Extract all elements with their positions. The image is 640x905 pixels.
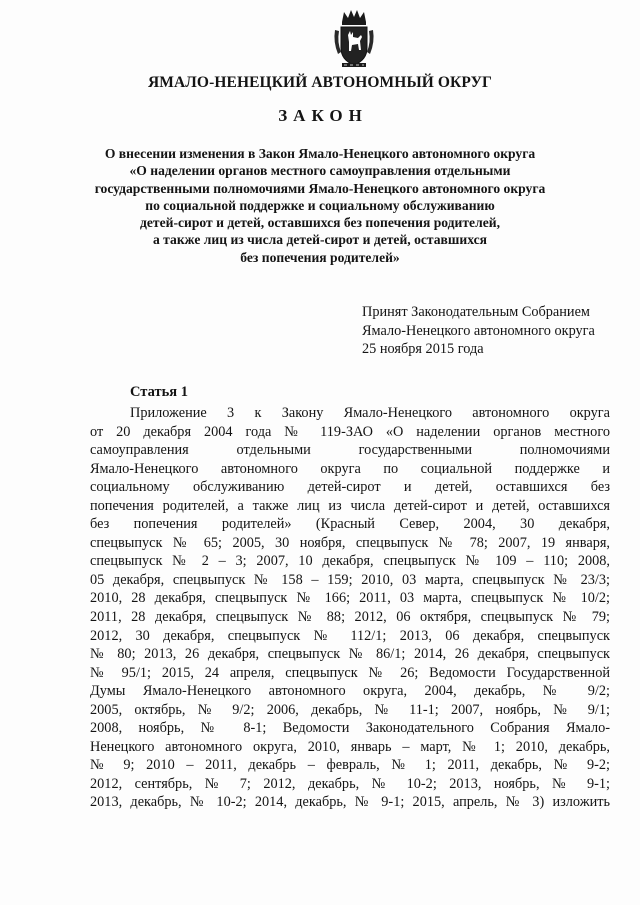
coat-of-arms-emblem [332,8,376,70]
body-line: 2010, 28 декабря, спецвыпуск № 166; 2011, 03 марта, спецвыпуск № 10/2; [90,590,610,607]
body-line: самоуправления отдельными государственными полномочиями [90,442,610,459]
body-line: 2013, декабрь, № 10-2; 2014, декабрь, № 9-1; 2015, апрель, № 3) изложить [90,794,610,811]
body-line: Ямало-Ненецкого автономного округа по социальной поддержке и [90,460,610,477]
body-line: попечения родителей, а также лиц из числа детей-сирот и детей, оставшихся [90,497,610,514]
title-line: «О наделении органов местного самоуправления отдельными [129,163,511,179]
adoption-note [362,303,595,359]
body-line: 2005, октябрь, № 9/2; 2006, декабрь, № 11-1; 2007, ноябрь, № 9/1; [90,701,610,718]
title-line: детей-сирот и детей, оставшихся без попечения родителей, [140,215,500,231]
law-heading: ЗАКОН [278,106,368,125]
body-line: Думы Ямало-Ненецкого автономного округа, 2004, декабрь, № 9/2; [90,683,610,700]
body-line: № 95/1; 2015, 24 апреля, спецвыпуск № 26; Ведомости Государственной [90,664,610,681]
body-line: 05 декабря, спецвыпуск № 158 – 159; 2010, 03 марта, спецвыпуск № 23/3; [90,571,610,588]
adoption-line: Ямало-Ненецкого автономного округа [362,322,595,339]
title-line: без попечения родителей» [240,249,400,265]
body-line: 2011, 28 декабря, спецвыпуск № 88; 2012, 06 октября, спецвыпуск № 79; [90,609,610,626]
title-line: О внесении изменения в Закон Ямало-Ненецкого автономного округа [104,146,536,161]
body-line: социальному обслуживанию детей-сирот и детей, оставшихся без [90,479,610,496]
region-heading: ЯМАЛО-НЕНЕЦКИЙ АВТОНОМНЫЙ ОКРУГ [147,74,493,91]
body-line: спецвыпуск № 2 – 3; 2007, 10 декабря, спецвыпуск № 109 – 110; 2008, [90,553,610,570]
body-line: 2012, 30 декабря, спецвыпуск № 112/1; 2013, 06 декабря, спецвыпуск [90,627,610,644]
title-line: а также лиц из числа детей-сирот и детей, оставшихся [152,232,487,248]
title-line: государственными полномочиями Ямало-Ненецкого автономного округа [94,180,546,196]
adoption-line: Принят Законодательным Собранием [362,304,590,320]
body-line: 2008, ноябрь, № 8-1; Ведомости Законодательного Собрания Ямало- [90,720,610,737]
body-line: от 20 декабря 2004 года № 119-ЗАО «О наделении органов местного [90,423,610,440]
article-body [90,404,610,812]
article-heading: Статья 1 [130,384,188,400]
adoption-date: 25 ноября 2015 года [362,341,484,357]
body-line: 2012, сентябрь, № 7; 2012, декабрь, № 10-2; 2013, ноябрь, № 9-1; [90,775,610,792]
body-line: без попечения родителей» (Красный Север, 2004, 30 декабря, [90,516,610,533]
title-line: по социальной поддержке и социальному обслуживанию [145,197,495,213]
body-line: Приложение 3 к Закону Ямало-Ненецкого автономного округа [130,405,610,421]
law-title [90,145,550,266]
body-line: спецвыпуск № 65; 2005, 30 ноября, спецвыпуск № 78; 2007, 19 января, [90,534,610,551]
body-line: Ненецкого автономного округа, 2010, январь – март, № 1; 2010, декабрь, [90,738,610,755]
body-line: № 9; 2010 – 2011, декабрь – февраль, № 1; 2011, декабрь, № 9-2; [90,757,610,774]
body-line: № 80; 2013, 26 декабря, спецвыпуск № 86/1; 2014, 26 декабря, спецвыпуск [90,646,610,663]
